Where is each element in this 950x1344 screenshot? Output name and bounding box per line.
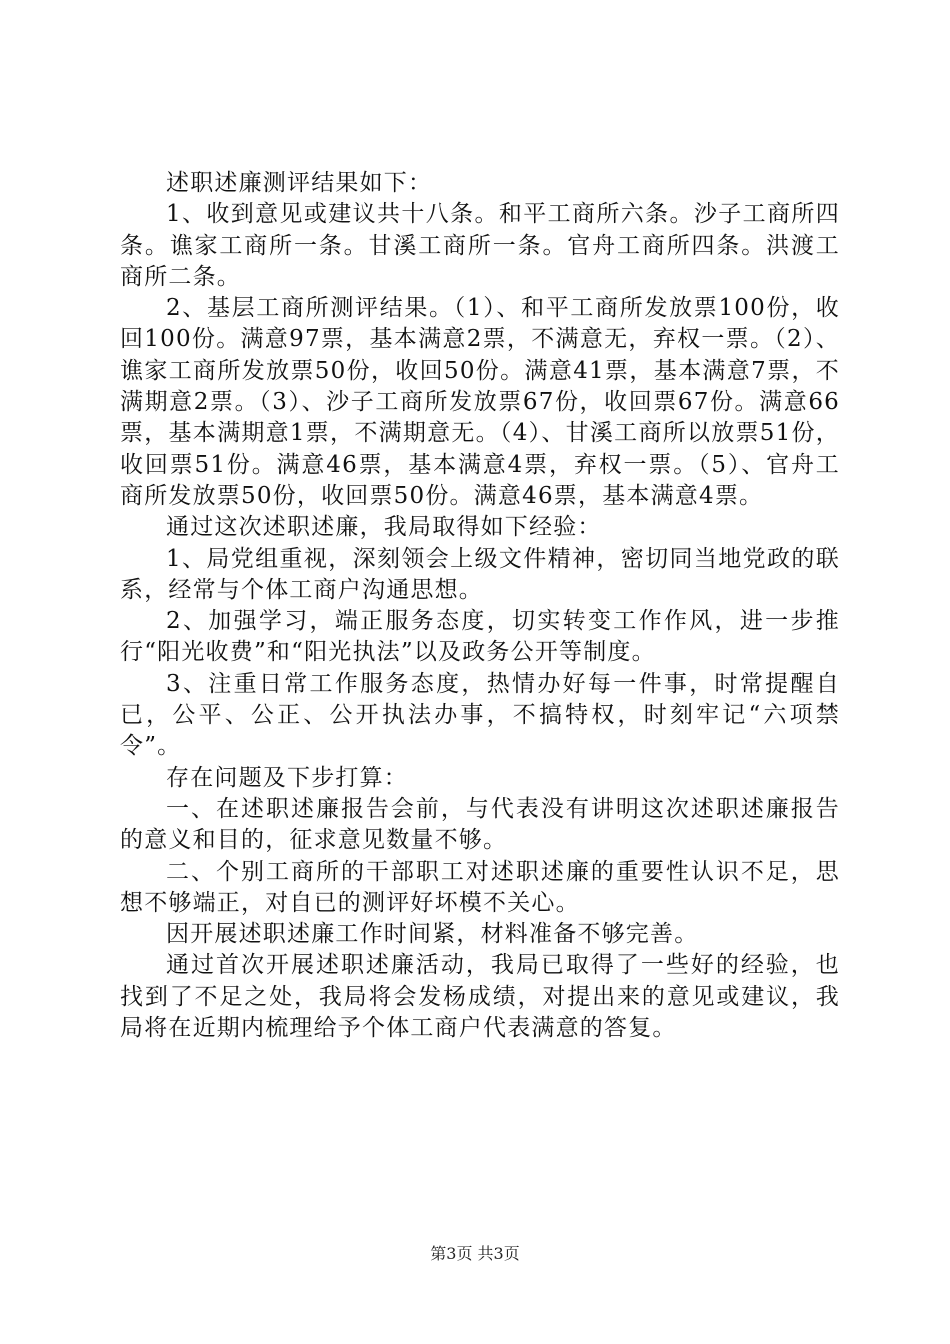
paragraph-experience-1: 1、局党组重视，深刻领会上级文件精神，密切同当地党政的联系，经常与个体工商户沟通思想。 <box>120 545 840 603</box>
paragraph-problem-1: 一、在述职述廉报告会前，与代表没有讲明这次述职述廉报告的意义和目的，征求意见数量不够。 <box>120 795 840 854</box>
paragraph-item-2: 2、基层工商所测评结果。（1）、和平工商所发放票100份，收回100份。满意97票，基本满意2票，不满意无，弃权一票。（2）、谯家工商所发放票50份，收回50份。满意41票，基本满意7票，不满期意2票。（3）、沙子工商所发放票67份，收回票67份。满意66票，基本满期意1票，不满期意无。（4）、甘溪工商所以放票51份，收回票51份。满意46票，基本满意4票，弃权一票。（5）、官舟工商所发放票50份，收回票50份。满意46票，基本满意4票。 <box>120 295 840 509</box>
paragraph-conclusion: 通过首次开展述职述廉活动，我局已取得了一些好的经验，也找到了不足之处，我局将会发杨成绩，对提出来的意见或建议，我局将在近期内梳理给予个体工商户代表满意的答复。 <box>120 952 840 1042</box>
paragraph-problem-3: 因开展述职述廉工作时间紧，材料准备不够完善。 <box>166 921 699 948</box>
paragraph-item-1: 1、收到意见或建议共十八条。和平工商所六条。沙子工商所四条。谯家工商所一条。甘溪工商所一条。官舟工商所四条。洪渡工商所二条。 <box>120 201 840 290</box>
paragraph-experience-2: 2、加强学习，端正服务态度，切实转变工作作风，进一步推行“阳光收费”和“阳光执法”以及政务公开等制度。 <box>120 608 840 666</box>
document-body <box>120 168 840 1044</box>
page-footer: 第3页 共3页 <box>430 1244 520 1263</box>
paragraph-experience-3: 3、注重日常工作服务态度，热情办好每一件事，时常提醒自已，公平、公正、公开执法办事，不搞特权，时刻牢记“六项禁令”。 <box>120 670 840 760</box>
paragraph-problem-2: 二、个别工商所的干部职工对述职述廉的重要性认识不足，思想不够端正，对自已的测评好坏模不关心。 <box>120 858 840 916</box>
paragraph-heading-experience: 通过这次述职述廉，我局取得如下经验： <box>166 514 602 541</box>
paragraph-heading-problems: 存在问题及下步打算： <box>166 764 408 791</box>
paragraph-heading-results: 述职述廉测评结果如下： <box>166 170 433 196</box>
